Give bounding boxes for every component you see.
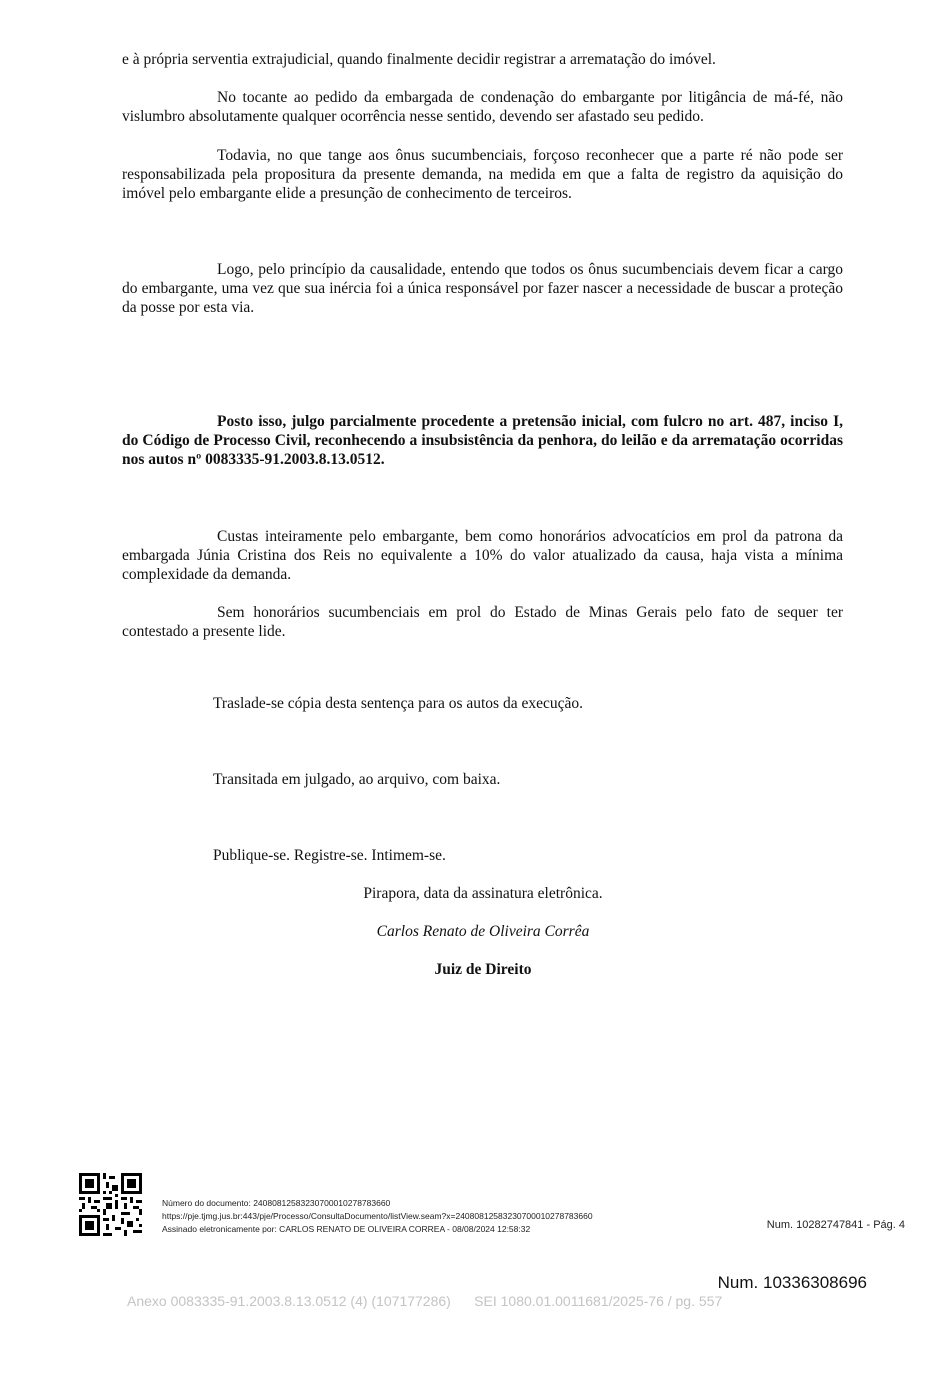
electronic-signature: Assinado eletronicamente por: CARLOS RENATO DE OLIVEIRA CORREA - 08/08/2024 12:58:32 [162,1224,531,1234]
footer-metadata [162,1197,593,1236]
paragraph-fees: Sem honorários sucumbenciais em prol do Estado de Minas Gerais pelo fato de sequer ter contestado a presente lide. [122,604,843,640]
qr-code-icon [79,1173,142,1236]
stamp-sei: SEI 1080.01.0011681/2025-76 / pg. 557 [474,1293,723,1309]
dispositive-paragraph: Posto isso, julgo parcialmente procedente a pretensão inicial, com fulcro no art. 487, inciso I, do Código de Processo Civil, reconhecendo a insubsistência da penhora, do leilão e da arrematação ocorridas nos autos nº 0083335-91.2003.8.13.0512. [122,413,843,468]
paragraph-1: e à própria serventia extrajudicial, quando finalmente decidir registrar a arrematação do imóvel. [122,51,716,68]
stamp-annex: Anexo 0083335-91.2003.8.13.0512 (4) (107177286) [127,1293,451,1309]
paragraph-costs: Custas inteiramente pelo embargante, bem como honorários advocatícios em prol da patrona da embargada Júnia Cristina dos Reis no equivalente a 10% do valor atualizado da causa, haja vista a mínima complexidade da demanda. [122,528,843,583]
document-number: Número do documento: 24080812583230700010278783660 [162,1198,391,1208]
signer-role: Juiz de Direito [434,961,532,978]
signer-name: Carlos Renato de Oliveira Corrêa [376,923,590,940]
order-line-3: Publique-se. Registre-se. Intimem-se. [213,847,446,864]
paragraph-2: No tocante ao pedido da embargada de condenação do embargante por litigância de má-fé, não vislumbro absolutamente qualquer ocorrência nesse sentido, devendo ser afastado seu pedido. [122,89,843,125]
order-line-2: Transitada em julgado, ao arquivo, com baixa. [213,771,501,788]
paragraph-3: Todavia, no que tange aos ônus sucumbenciais, forçoso reconhecer que a parte ré não pode ser responsabilizada pela propositura da presente demanda, na medida em que a falta de registro da aquisição do imóvel pelo embargante elide a presunção de conhecimento de terceiros. [122,147,843,202]
stamp-number: Num. 10336308696 [717,1273,867,1292]
order-line-1: Traslade-se cópia desta sentença para os autos da execução. [213,695,583,712]
paragraph-4: Logo, pelo princípio da causalidade, entendo que todos os ônus sucumbenciais devem ficar a cargo do embargante, uma vez que sua inércia foi a única responsável por fazer nascer a necessidade de buscar a proteção da posse por esta via. [122,261,843,316]
stamp-reference [127,1293,722,1309]
place-date: Pirapora, data da assinatura eletrônica. [363,885,603,902]
document-url[interactable]: https://pje.tjmg.jus.br:443/pje/Processo/ConsultaDocumento/listView.seam?x=24080812583230700010278783660 [162,1211,593,1221]
page-number: Num. 10282747841 - Pág. 4 [766,1219,905,1231]
